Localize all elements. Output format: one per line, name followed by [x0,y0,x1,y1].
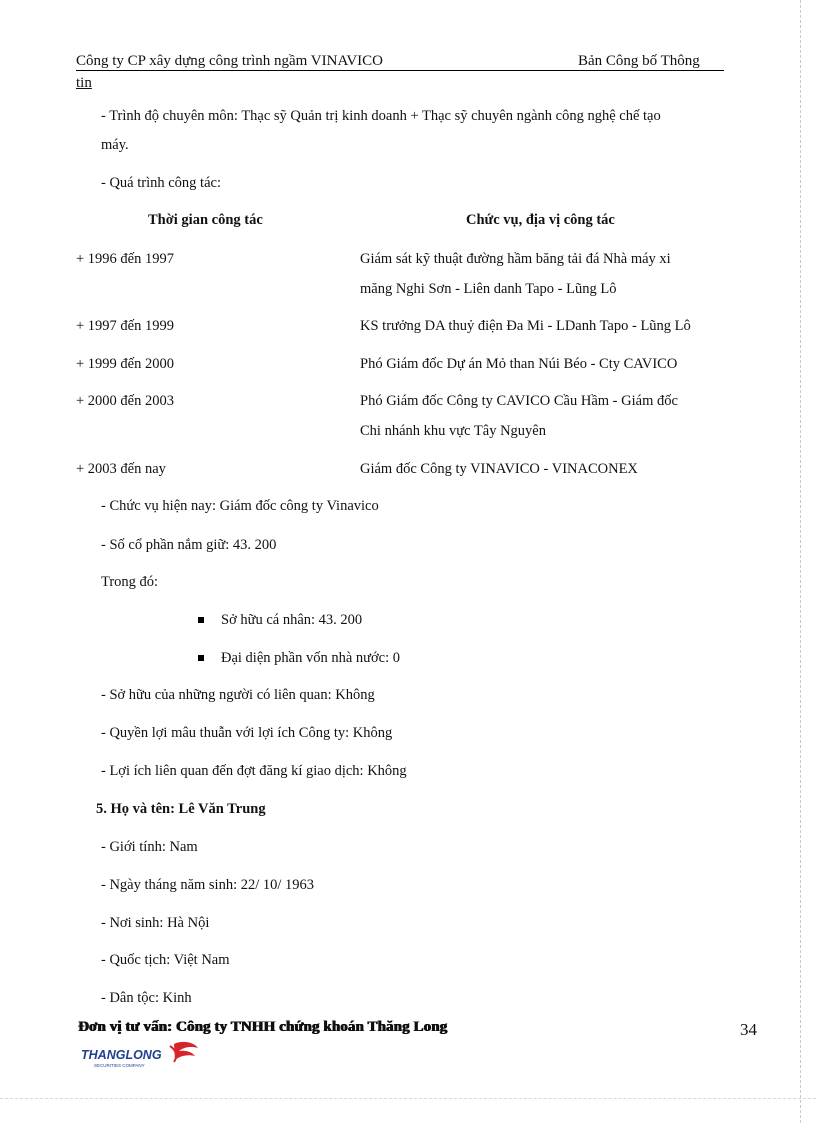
career-position: Phó Giám đốc Công ty CAVICO Cầu Hầm - Giám đốc [360,393,678,409]
career-position-cont: Chi nhánh khu vực Tây Nguyên [360,423,546,439]
career-label: - Quá trình công tác: [101,175,221,191]
header-company: Công ty CP xây dựng công trình ngầm VINAVICO [76,53,384,69]
person5-birthplace: - Nơi sinh: Hà Nội [101,915,210,931]
qualification-line1: - Trình độ chuyên môn: Thạc sỹ Quản trị kinh doanh + Thạc sỹ chuyên ngành công nghệ chế tạo [101,108,661,124]
logo-wordmark: THANGLONG [81,1048,162,1062]
shares-held: - Số cổ phần nắm giữ: 43. 200 [101,537,277,553]
person5-ethnicity: - Dân tộc: Kinh [101,990,192,1006]
career-col-position-header: Chức vụ, địa vị công tác [466,212,615,228]
career-time: + 1996 đến 1997 [76,251,174,267]
of-which-label: Trong đó: [101,574,159,590]
page-bottom-border [0,1098,816,1099]
career-time: + 1999 đến 2000 [76,356,174,372]
career-time: + 1997 đến 1999 [76,318,174,334]
career-col-time-header: Thời gian công tác [148,212,263,228]
related-ownership: - Sở hữu của những người có liên quan: Không [101,687,375,703]
logo-subtext: SECURITIES COMPANY [94,1063,145,1068]
thanglong-logo [78,1040,202,1070]
career-position-cont: măng Nghi Sơn - Liên danh Tapo - Lũng Lô [360,281,617,297]
bullet-icon [198,655,204,661]
career-time: + 2000 đến 2003 [76,393,174,409]
bullet-text: Sở hữu cá nhân: 43. 200 [221,612,363,628]
conflict-of-interest: - Quyền lợi mâu thuẫn với lợi ích Công ty: Không [101,725,393,741]
person5-title: 5. Họ và tên: Lê Văn Trung [96,801,266,817]
current-position: - Chức vụ hiện nay: Giám đốc công ty Vinavico [101,498,379,514]
bullet-icon [198,617,204,623]
dragon-logo-icon [174,1042,198,1060]
career-position: Phó Giám đốc Dự án Mỏ than Núi Béo - Cty CAVICO [360,356,678,372]
related-benefits: - Lợi ích liên quan đến đợt đăng kí giao dịch: Không [101,763,407,779]
career-position: Giám sát kỹ thuật đường hầm băng tải đá Nhà máy xi [360,251,671,267]
header-rule [76,70,724,71]
page-number: 34 [740,1020,757,1039]
career-time: + 2003 đến nay [76,461,166,477]
header-doc-title: Bản Công bố Thông [578,53,700,69]
person5-gender: - Giới tính: Nam [101,839,198,855]
qualification-line2: máy. [101,137,129,153]
bullet-text: Đại diện phần vốn nhà nước: 0 [221,650,401,666]
page-right-border [800,0,801,1123]
career-position: Giám đốc Công ty VINAVICO - VINACONEX [360,461,638,477]
person5-dob: - Ngày tháng năm sinh: 22/ 10/ 1963 [101,877,315,893]
header-doc-title-wrap: tin [76,75,92,91]
person5-nationality: - Quốc tịch: Việt Nam [101,952,230,968]
footer-advisor: Đơn vị tư vấn: Công ty TNHH chứng khoán Thăng Long [78,1019,448,1035]
career-position: KS trưởng DA thuỷ điện Đa Mi - LDanh Tapo - Lũng Lô [360,318,691,334]
